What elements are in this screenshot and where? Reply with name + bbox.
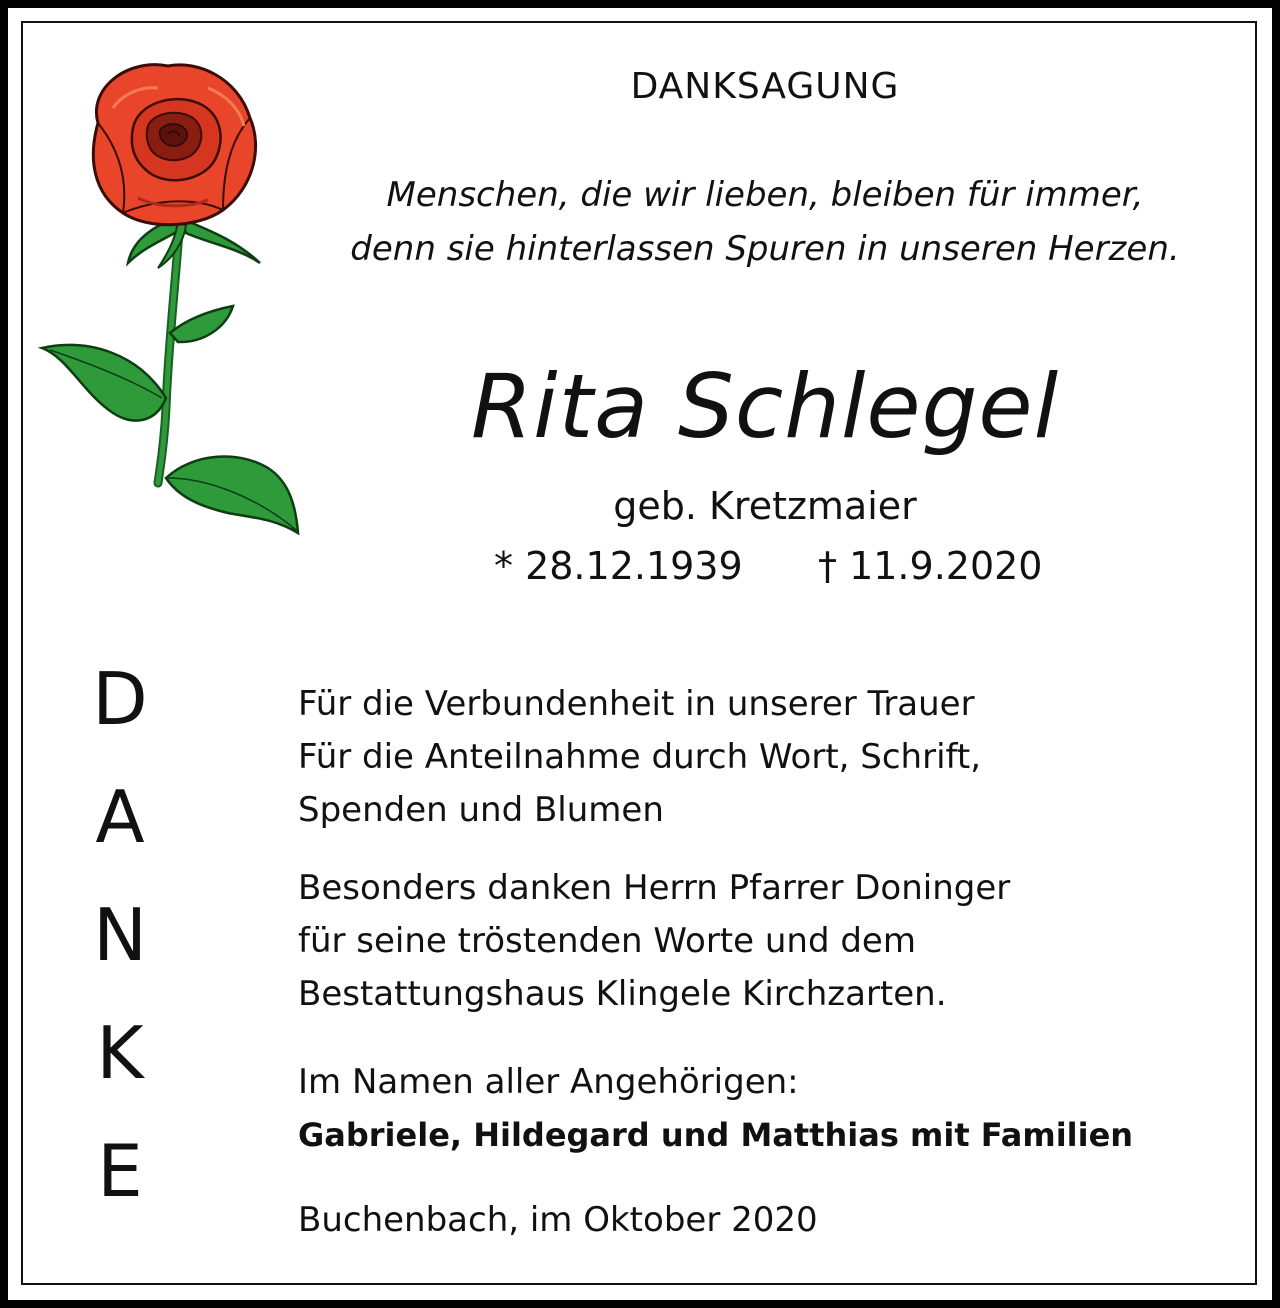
place-date: Buchenbach, im Oktober 2020 bbox=[298, 1200, 818, 1240]
vertical-danke bbox=[70, 640, 170, 1230]
vertical-letter: E bbox=[97, 1129, 143, 1213]
special-thanks-line: Besonders danken Herrn Pfarrer Doninger bbox=[298, 868, 1011, 908]
family-names: Gabriele, Hildegard und Matthias mit Familien bbox=[298, 1116, 1134, 1154]
motto-quote bbox=[300, 168, 1230, 276]
vertical-letter: K bbox=[96, 1011, 144, 1095]
on-behalf-text: Im Namen aller Angehörigen: bbox=[298, 1062, 799, 1102]
thanks-line: Spenden und Blumen bbox=[298, 790, 664, 830]
thanks-paragraph bbox=[298, 678, 1218, 837]
birth-name: geb. Kretzmaier bbox=[613, 484, 917, 528]
death-date: † 11.9.2020 bbox=[818, 544, 1043, 588]
vertical-letter: N bbox=[93, 893, 147, 977]
vertical-letter: A bbox=[95, 775, 145, 859]
vertical-letter: D bbox=[92, 657, 148, 741]
birth-date: * 28.12.1939 bbox=[494, 544, 743, 588]
thanks-line: Für die Verbundenheit in unserer Trauer bbox=[298, 684, 975, 724]
special-thanks-line: für seine tröstenden Worte und dem bbox=[298, 921, 916, 961]
signature-block bbox=[298, 1056, 1218, 1162]
special-thanks-line: Bestattungshaus Klingele Kirchzarten. bbox=[298, 974, 947, 1014]
notice-heading: DANKSAGUNG bbox=[630, 66, 900, 107]
deceased-name: Rita Schlegel bbox=[470, 355, 1060, 458]
special-thanks-paragraph bbox=[298, 862, 1218, 1021]
motto-line: denn sie hinterlassen Spuren in unseren Herzen. bbox=[350, 229, 1180, 269]
rose-illustration bbox=[28, 48, 308, 548]
motto-line: Menschen, die wir lieben, bleiben für immer, bbox=[386, 175, 1144, 215]
thanks-line: Für die Anteilnahme durch Wort, Schrift, bbox=[298, 737, 982, 777]
